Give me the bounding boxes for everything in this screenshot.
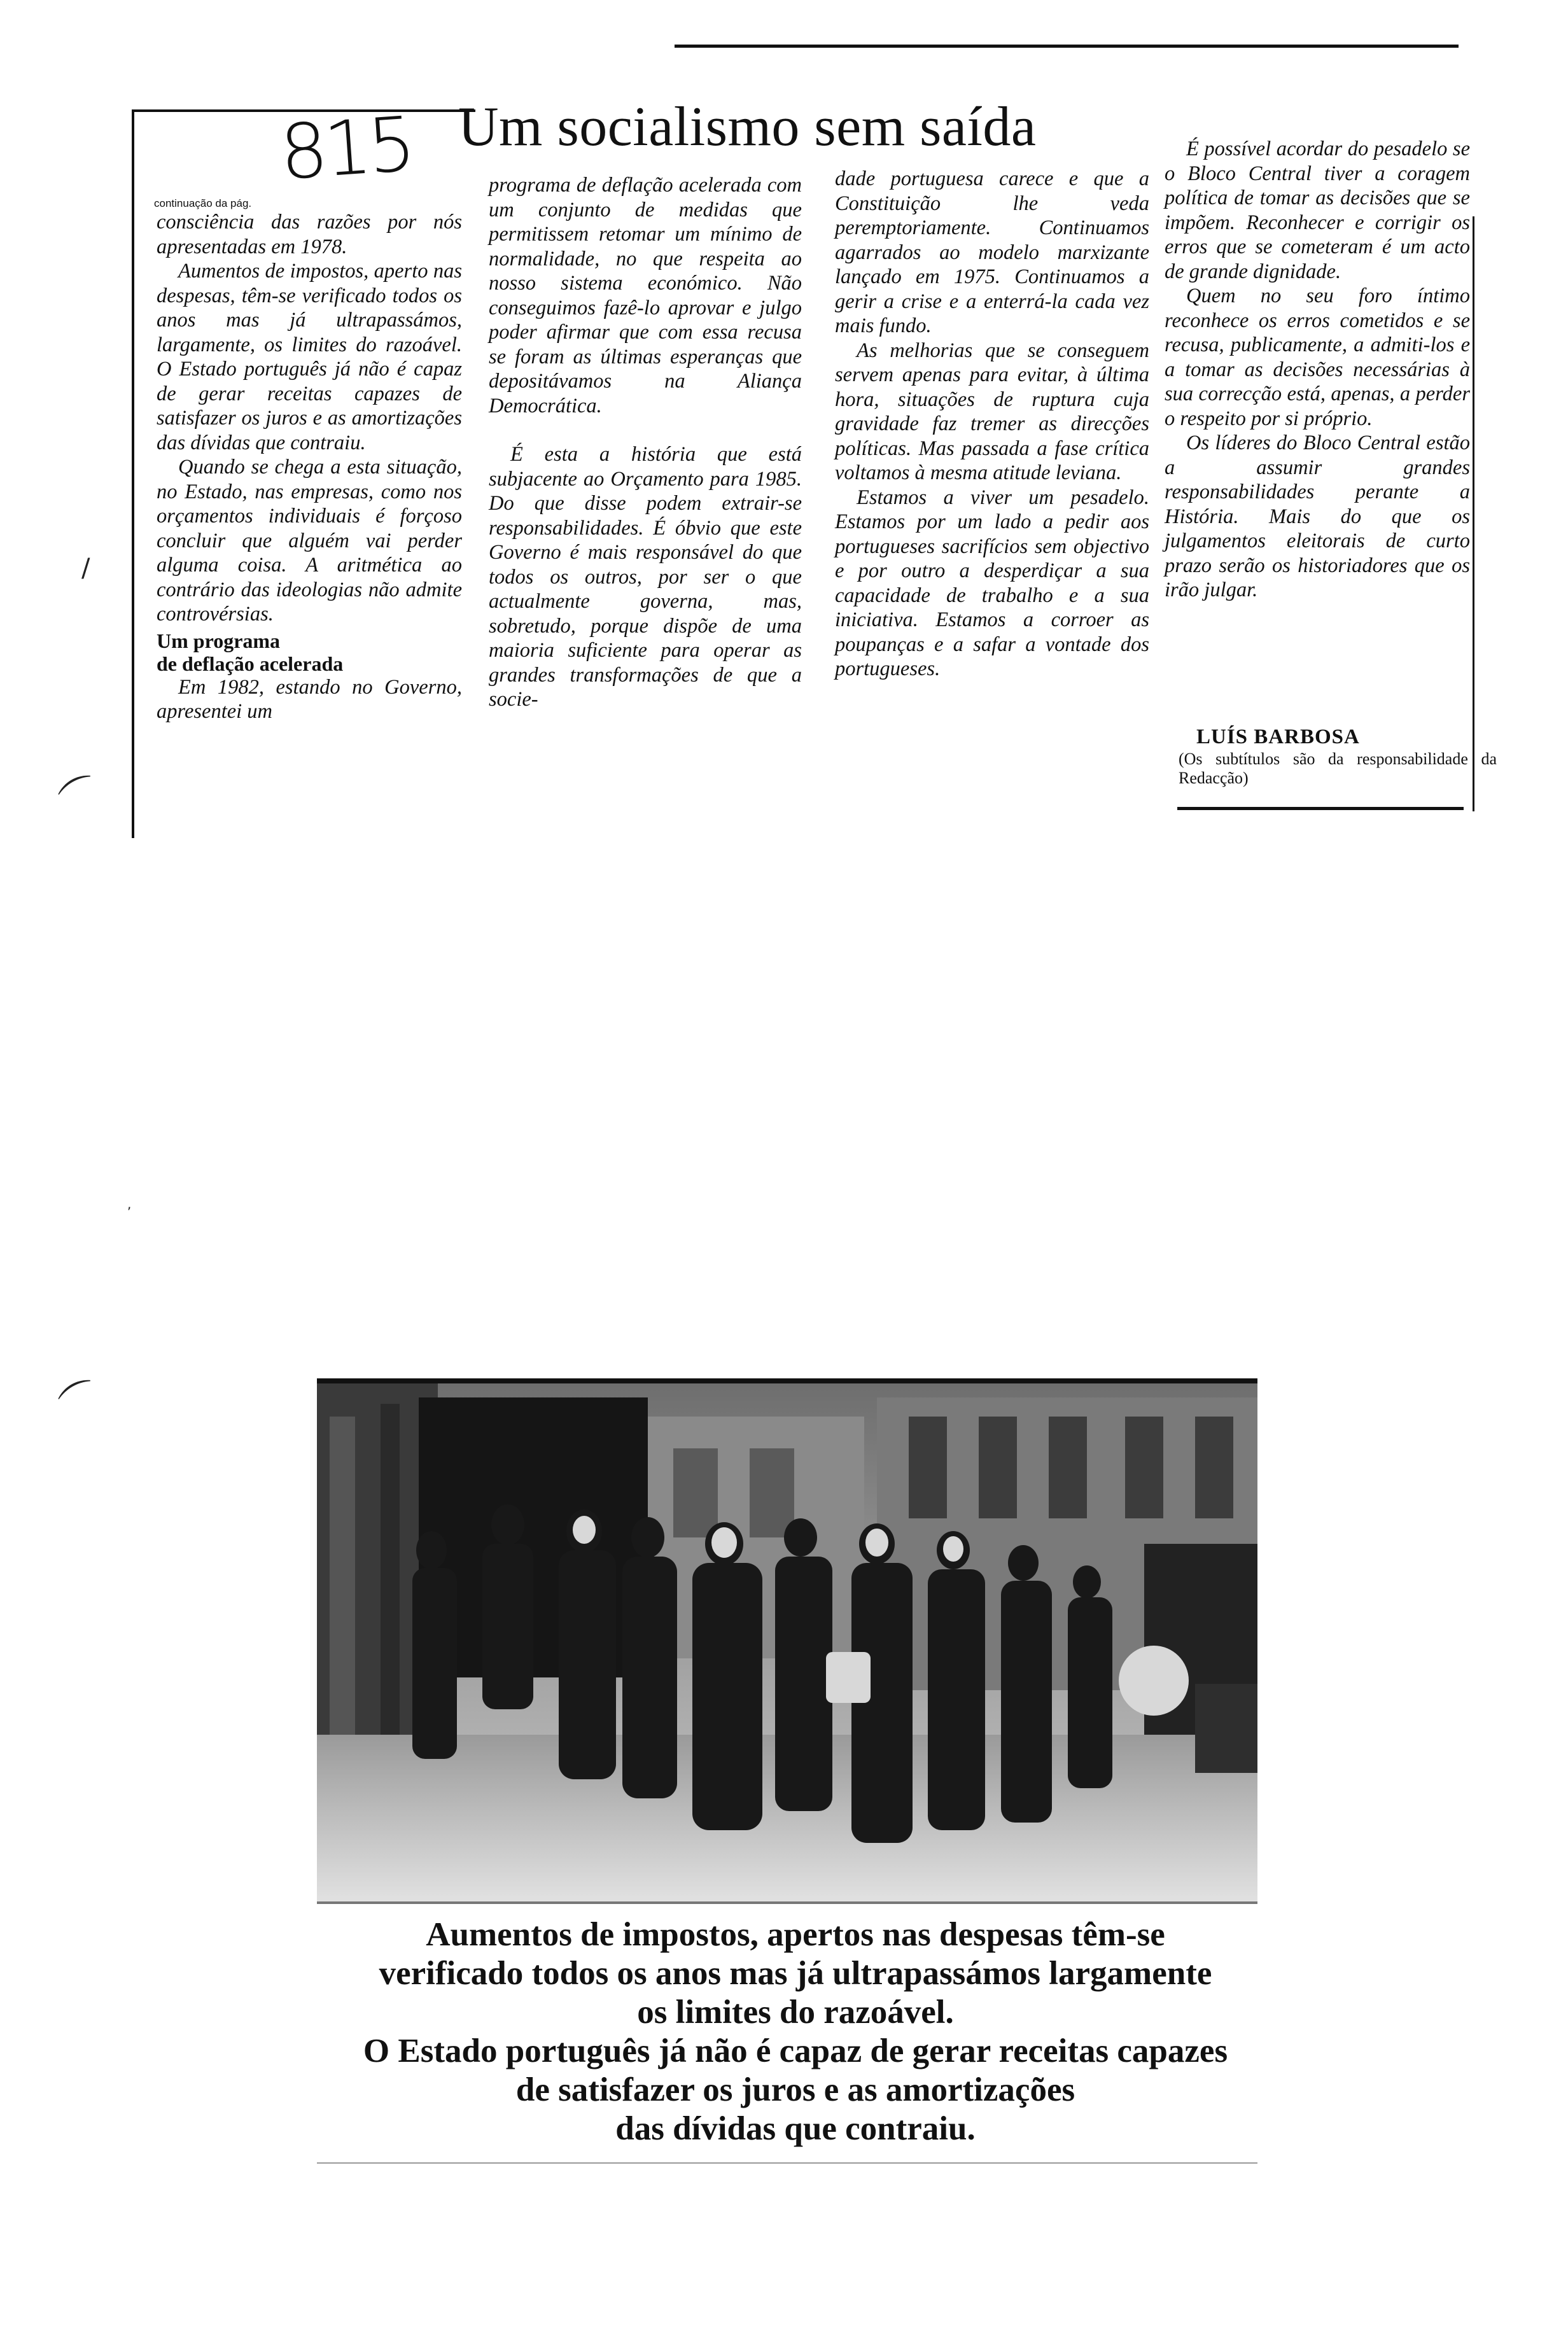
- crowd-photo-icon: [317, 1378, 1257, 2328]
- paragraph: Os líderes do Bloco Central estão a assumir grandes responsabilidades perante a História. Mais do que os julgamentos eleitorais de curto prazo serão os historiadores que os irão julgar.: [1165, 431, 1470, 601]
- paragraph: Aumentos de impostos, aperto nas despesas, têm-se verificado todos os anos mas já ultrapassámos, largamente, os limites do razoável. O Estado português já não é capaz de gerar receitas capazes de satisfazer os juros e as amortizações das dívidas que contraiu.: [157, 260, 462, 454]
- author: LUÍS BARBOSA: [1196, 725, 1360, 748]
- paragraph: programa de deflação acelerada com um conjunto de medidas que permitissem retomar um mínimo de normalidade, no que respeita ao nosso sistema económico. Não conseguimos fazê-lo aprovar e julgo poder afirmar que com essa recusa se foram as últimas esperanças que depositávamos na Aliança Democrática.: [489, 174, 802, 417]
- caption-line: das dívidas que contraiu.: [615, 2110, 976, 2147]
- scan-edge: [317, 2162, 1257, 2164]
- caption-line: de satisfazer os juros e as amortizações: [515, 2071, 1075, 2108]
- subhead-line-2: de deflação acelerada: [157, 652, 344, 675]
- paragraph: Em 1982, estando no Governo, apresentei um: [157, 675, 462, 723]
- margin-curve-mark: ⌒: [53, 768, 109, 826]
- margin-tick-mark: /: [81, 554, 90, 583]
- right-frame-vertical: [1473, 216, 1474, 811]
- article-column-4: [1165, 137, 1470, 603]
- article-column-1: [157, 210, 462, 724]
- paragraph: Quem no seu foro íntimo reconhece os erros cometidos e se recusa, publicamente, a admiti-los e a tomar as decisões necessárias à sua correcção está, apenas, a perder o respeito por si próprio.: [1165, 284, 1470, 430]
- top-rule: [675, 45, 1459, 48]
- margin-tick-mark: ,: [127, 1196, 132, 1212]
- paragraph: Quando se chega a esta situação, no Estado, nas empresas, como nos orçamentos individuais é forçoso concluir que alguém vai perder alguma coisa. A aritmética ao contrário das ideologias não admite controvérsias.: [157, 456, 462, 626]
- caption-line: O Estado português já não é capaz de gerar receitas capazes: [363, 2033, 1228, 2069]
- photo-caption: [299, 1915, 1292, 2148]
- paragraph: Estamos a viver um pesadelo. Estamos por um lado a pedir aos portugueses sacrifícios sem objectivo e por outro a desperdiçar a sua capacidade de trabalho e a sua iniciativa. Estamos a corroer as poupanças e a safar a vontade dos portugueses.: [835, 486, 1149, 680]
- paragraph: É possível acordar do pesadelo se o Bloco Central tiver a coragem política de tomar as decisões que se impõem. Reconhecer e corrigir os erros que se cometeram é um acto de grande dignidade.: [1165, 137, 1470, 283]
- article-column-3: [835, 167, 1149, 682]
- editor-note: (Os subtítulos são da responsabilidade da Redacção): [1179, 750, 1497, 787]
- handwritten-number: 815: [277, 99, 415, 197]
- caption-line: os limites do razoável.: [637, 1994, 954, 2031]
- paragraph: dade portuguesa carece e que a Constituição lhe veda peremptoriamente. Continuamos agarrados ao modelo marxizante lançado em 1975. Continuamos a gerir a crise e a enterrá-la cada vez mais fundo.: [835, 167, 1149, 337]
- caption-line: verificado todos os anos mas já ultrapassámos largamente: [379, 1955, 1212, 1992]
- paragraph: É esta a história que está subjacente ao Orçamento para 1985. Do que disse podem extrair-se responsabilidades. É óbvio que este Governo é mais responsável do que todos os outros, por ser o que actualmente governa, mas, sobretudo, porque dispõe de uma maioria suficiente para operar as grandes transformações de que a socie-: [489, 443, 802, 711]
- margin-curve-mark: ⌒: [53, 1373, 109, 1431]
- subhead: [157, 629, 462, 675]
- subhead-line-1: Um programa: [157, 629, 281, 652]
- caption-line: Aumentos de impostos, apertos nas despesas têm-se: [426, 1916, 1165, 1953]
- continued-label: continuação da pág.: [154, 197, 252, 209]
- article-column-2: [489, 173, 802, 712]
- bottom-rule: [1177, 807, 1464, 810]
- left-frame-vertical: [132, 109, 134, 838]
- paragraph: As melhorias que se conseguem servem apenas para evitar, à última hora, situações de ruptura cuja gravidade faz tremer as direcções políticas. Mas passada a fase crítica voltamos à mesma atitude leviana.: [835, 339, 1149, 484]
- crowd-photo: [317, 1378, 1257, 2328]
- headline: Um socialismo sem saída: [458, 96, 1037, 158]
- paragraph: consciência das razões por nós apresentadas em 1978.: [157, 211, 462, 258]
